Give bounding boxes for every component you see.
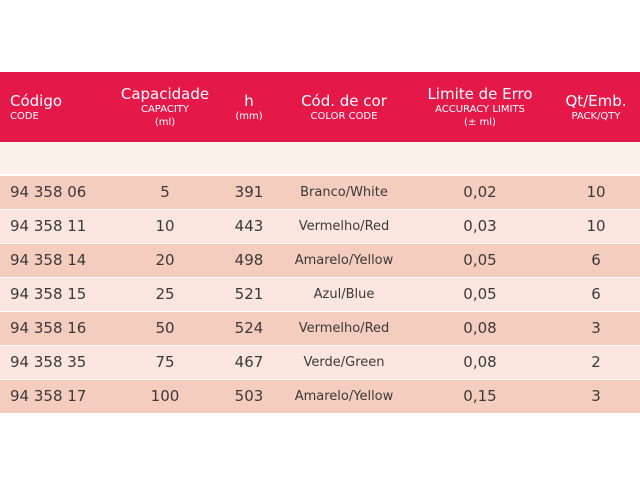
cell-height: 498 [234,251,264,269]
header-accuracy [412,72,548,142]
cell-pack: 3 [591,319,601,337]
header-accuracy-label: Limite de Erro [427,85,533,103]
cell-capacity: 25 [155,285,175,303]
cell-accuracy: 0,05 [463,285,497,303]
header-code [10,72,110,142]
table-row [0,380,640,414]
cell-color: Verde/Green [303,355,385,370]
cell-capacity: 20 [155,251,175,269]
cell-capacity: 50 [155,319,175,337]
cell-code: 94 358 17 [10,387,87,405]
cell-code: 94 358 11 [10,217,87,235]
header-capacity-unit: (ml) [154,117,176,128]
cell-capacity: 100 [150,387,180,405]
cell-pack: 6 [591,251,601,269]
table-row [0,278,640,312]
header-capacity [110,72,220,142]
header-accuracy-sublabel: ACCURACY LIMITS [435,104,525,115]
header-capacity-label: Capacidade [120,85,210,103]
cell-color: Branco/White [300,185,388,200]
cell-accuracy: 0,03 [463,217,497,235]
header-pack [552,72,640,142]
table-row [0,346,640,380]
cell-capacity: 75 [155,353,175,371]
cell-color: Vermelho/Red [298,219,390,234]
table-body [0,176,640,414]
table-row [0,244,640,278]
header-spacer-band [0,142,640,174]
table-row [0,312,640,346]
cell-color: Amarelo/Yellow [294,253,394,268]
cell-code: 94 358 14 [10,251,87,269]
cell-height: 503 [234,387,264,405]
cell-color: Azul/Blue [313,287,375,302]
cell-color: Vermelho/Red [298,321,390,336]
cell-accuracy: 0,08 [463,353,497,371]
header-height-label: h [244,91,254,110]
header-capacity-sublabel: CAPACITY [140,104,190,115]
cell-code: 94 358 16 [10,319,87,337]
table-row [0,210,640,244]
cell-pack: 10 [586,183,606,201]
cell-height: 521 [234,285,264,303]
cell-code: 94 358 06 [10,183,87,201]
cell-height: 524 [234,319,264,337]
table-row [0,176,640,210]
cell-accuracy: 0,05 [463,251,497,269]
header-height [222,72,276,142]
cell-pack: 3 [591,387,601,405]
cell-pack: 6 [591,285,601,303]
cell-height: 443 [234,217,264,235]
cell-height: 391 [234,183,264,201]
header-code-sublabel: CODE [10,110,39,122]
cell-accuracy: 0,02 [463,183,497,201]
cell-accuracy: 0,15 [463,387,497,405]
cell-accuracy: 0,08 [463,319,497,337]
table-header [0,72,640,142]
cell-capacity: 5 [160,183,170,201]
header-color-code [282,72,406,142]
cell-height: 467 [234,353,264,371]
cell-pack: 10 [586,217,606,235]
header-color-label: Cód. de cor [301,91,387,110]
cell-code: 94 358 35 [10,353,87,371]
header-code-label: Código [10,91,63,110]
header-pack-sublabel: PACK/QTY [571,110,621,122]
header-height-unit: (mm) [235,110,263,122]
cell-capacity: 10 [155,217,175,235]
cell-code: 94 358 15 [10,285,87,303]
cell-pack: 2 [591,353,601,371]
header-accuracy-unit: (± ml) [464,117,496,128]
header-color-sublabel: COLOR CODE [310,110,378,122]
cell-color: Amarelo/Yellow [294,389,394,404]
header-pack-label: Qt/Emb. [565,91,627,110]
